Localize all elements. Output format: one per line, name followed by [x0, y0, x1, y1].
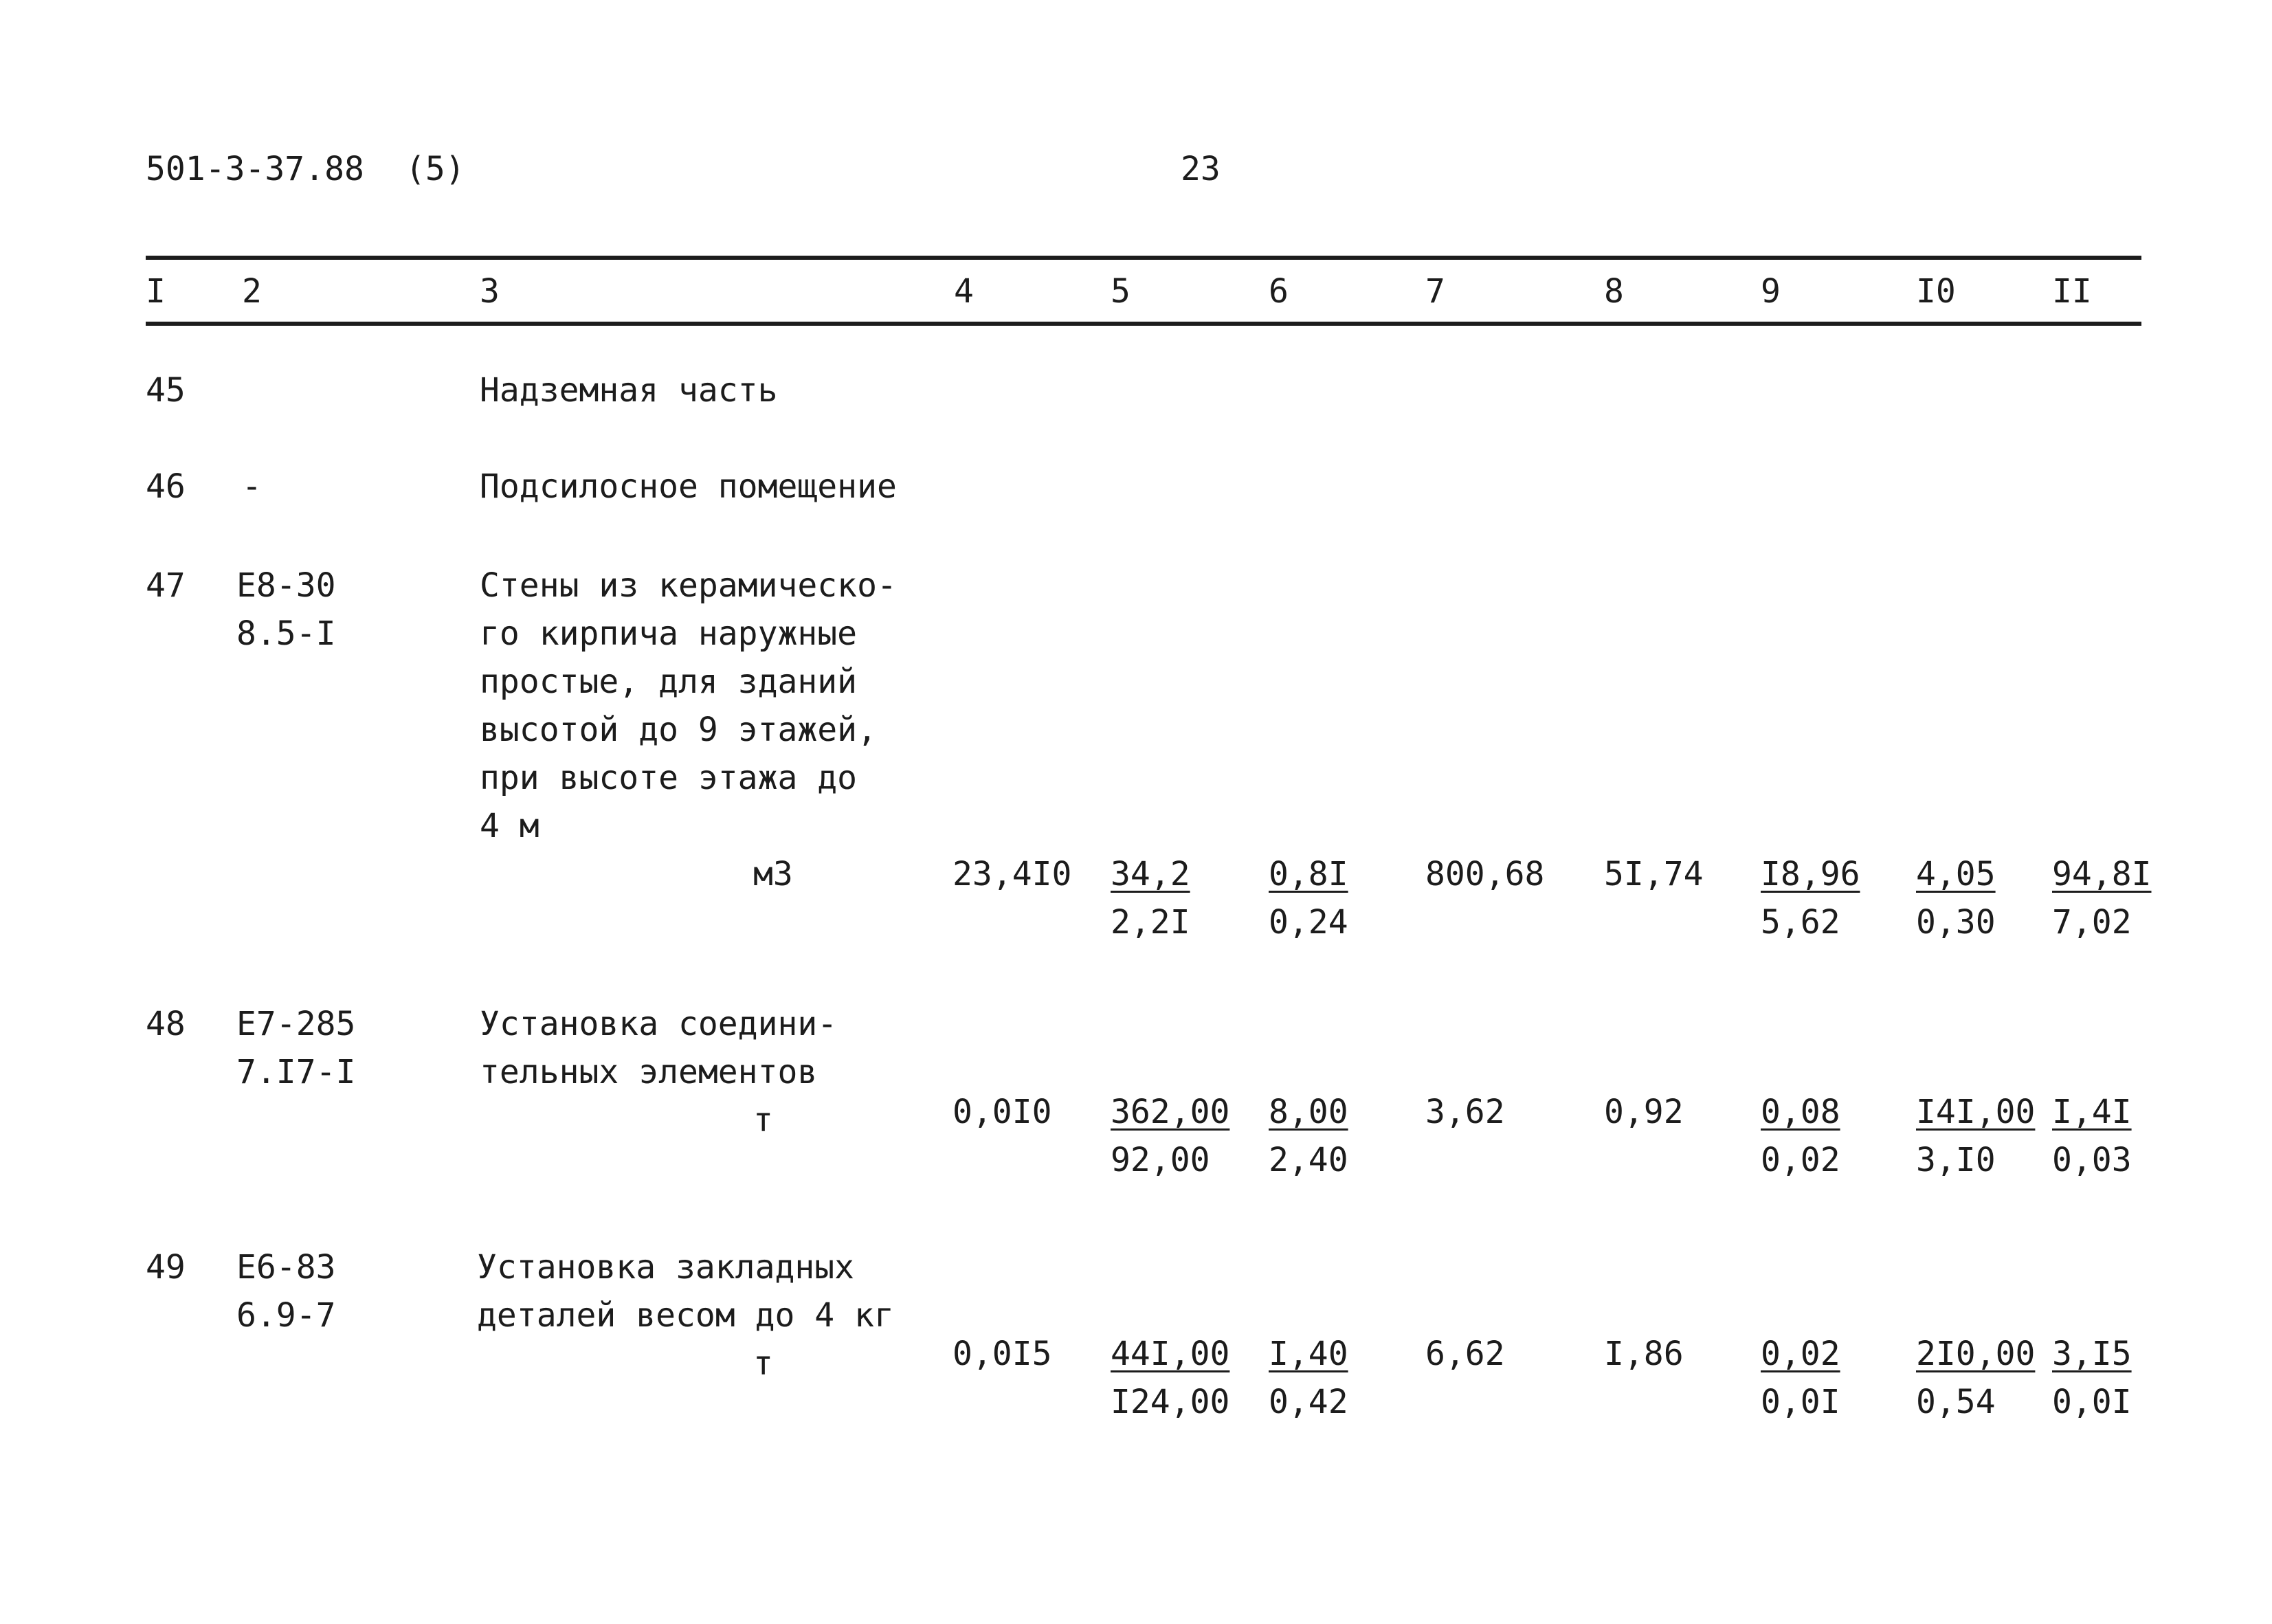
row-number: 47 [146, 566, 186, 605]
cell-col8: 0,92 [1604, 1093, 1684, 1131]
row-code: - [242, 467, 262, 506]
cell-col11-top: I,4I [2052, 1093, 2132, 1131]
row-code: Е6-83 [236, 1248, 336, 1287]
table-top-rule [146, 256, 2141, 260]
row-description-line: высотой до 9 этажей, [480, 711, 877, 749]
row-code-sub: 6.9-7 [236, 1296, 336, 1335]
row-unit: т [753, 1344, 773, 1383]
row-unit: т [753, 1101, 773, 1139]
cell-col8: I,86 [1604, 1335, 1684, 1373]
cell-col5-bottom: 92,00 [1111, 1141, 1210, 1179]
column-header: 9 [1761, 272, 1781, 311]
cell-col6-top: 8,00 [1269, 1093, 1348, 1131]
row-number: 49 [146, 1248, 186, 1287]
cell-col7: 800,68 [1425, 855, 1545, 893]
document-part: (5) [405, 150, 465, 188]
cell-col5-bottom: 2,2I [1111, 903, 1190, 942]
cell-col10-top: 2I0,00 [1916, 1335, 2036, 1373]
column-header: 4 [954, 272, 974, 311]
document-code: 501-3-37.88 [146, 150, 364, 188]
row-number: 45 [146, 371, 186, 410]
row-number: 48 [146, 1005, 186, 1043]
row-description-line: простые, для зданий [480, 663, 858, 701]
row-description-line: 4 м [480, 807, 539, 845]
cell-col5-top: 34,2 [1111, 855, 1190, 893]
row-description-line: деталей весом до 4 кг [477, 1296, 894, 1335]
row-description-line: тельных элементов [480, 1053, 818, 1091]
cell-col11-bottom: 0,03 [2052, 1141, 2132, 1179]
cell-col9-bottom: 0,02 [1761, 1141, 1840, 1179]
cell-col11-top: 3,I5 [2052, 1335, 2132, 1373]
page-number: 23 [1181, 150, 1221, 188]
column-header: I [146, 272, 166, 311]
cell-quantity: 0,0I0 [953, 1093, 1052, 1131]
row-description-line: Стены из керамическо- [480, 566, 897, 605]
row-description: Подсилосное помещение [480, 467, 897, 506]
cell-col10-top: 4,05 [1916, 855, 1996, 893]
cell-col7: 6,62 [1425, 1335, 1505, 1373]
row-description-line: Установка закладных [477, 1248, 855, 1287]
cell-col10-bottom: 0,30 [1916, 903, 1996, 942]
cell-col6-bottom: 0,24 [1269, 903, 1348, 942]
cell-col6-bottom: 2,40 [1269, 1141, 1348, 1179]
row-description-line: при высоте этажа до [480, 759, 858, 797]
cell-col11-bottom: 0,0I [2052, 1383, 2132, 1421]
cell-col6-top: 0,8I [1269, 855, 1348, 893]
column-header: 2 [242, 272, 262, 311]
column-header: 8 [1604, 272, 1624, 311]
column-header: 3 [480, 272, 500, 311]
cell-col9-bottom: 5,62 [1761, 903, 1840, 942]
cell-col11-bottom: 7,02 [2052, 903, 2132, 942]
cell-quantity: 0,0I5 [953, 1335, 1052, 1373]
cell-col9-top: 0,08 [1761, 1093, 1840, 1131]
cell-col8: 5I,74 [1604, 855, 1704, 893]
row-number: 46 [146, 467, 186, 506]
cell-col6-top: I,40 [1269, 1335, 1348, 1373]
cell-col6-bottom: 0,42 [1269, 1383, 1348, 1421]
row-code-sub: 7.I7-I [236, 1053, 356, 1091]
cell-col10-top: I4I,00 [1916, 1093, 2036, 1131]
row-code: Е7-285 [236, 1005, 356, 1043]
column-header: II [2052, 272, 2092, 311]
cell-col5-top: 44I,00 [1111, 1335, 1230, 1373]
column-header: 5 [1111, 272, 1131, 311]
row-code-sub: 8.5-I [236, 614, 336, 653]
row-code: Е8-30 [236, 566, 336, 605]
column-header: I0 [1916, 272, 1956, 311]
cell-col10-bottom: 3,I0 [1916, 1141, 1996, 1179]
cell-col9-bottom: 0,0I [1761, 1383, 1840, 1421]
cell-col10-bottom: 0,54 [1916, 1383, 1996, 1421]
cell-quantity: 23,4I0 [953, 855, 1072, 893]
cell-col9-top: 0,02 [1761, 1335, 1840, 1373]
row-description: Надземная часть [480, 371, 778, 410]
cell-col9-top: I8,96 [1761, 855, 1860, 893]
column-header: 7 [1425, 272, 1445, 311]
cell-col7: 3,62 [1425, 1093, 1505, 1131]
row-description-line: го кирпича наружные [480, 614, 858, 653]
column-header: 6 [1269, 272, 1289, 311]
cell-col11-top: 94,8I [2052, 855, 2152, 893]
table-header-rule [146, 322, 2141, 326]
cell-col5-bottom: I24,00 [1111, 1383, 1230, 1421]
row-unit: м3 [753, 855, 793, 893]
cell-col5-top: 362,00 [1111, 1093, 1230, 1131]
row-description-line: Установка соедини- [480, 1005, 838, 1043]
